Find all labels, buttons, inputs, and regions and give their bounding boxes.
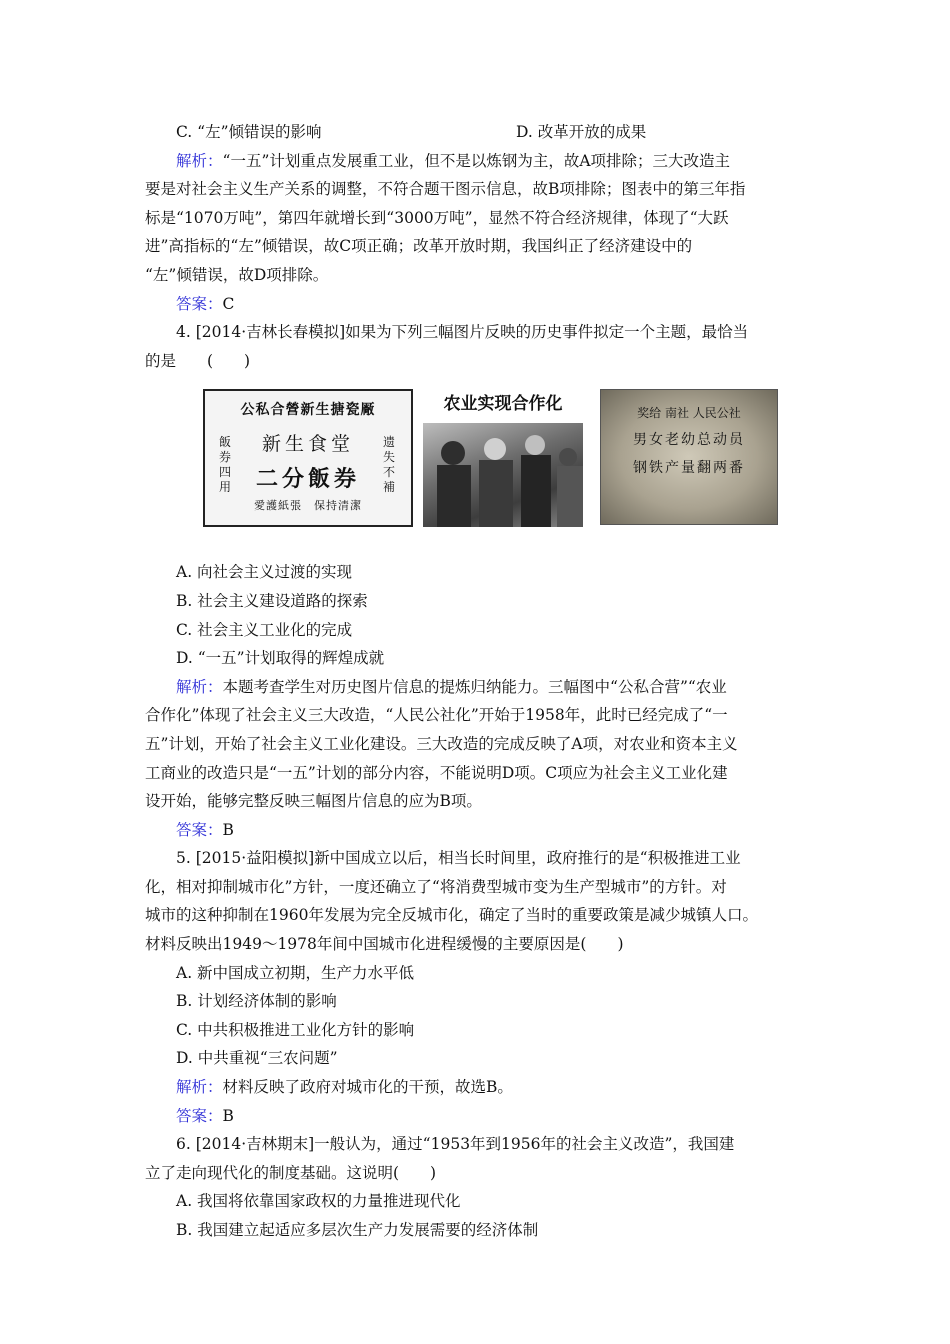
meal-ticket-left-text: 飯券四用 [219,435,232,495]
q3-analysis-line: 标是“1070万吨”，第四年就增长到“3000万吨”，显然不符合经济规律，体现了“大跃 [145,208,729,227]
banner-line-3: 钢铁产量翻两番 [633,460,745,477]
q4-option-d: D. “一五”计划取得的辉煌成就 [176,649,385,668]
banner-line-1: 奖给 南社 人民公社 [637,406,741,421]
q5-stem-line: 5. [2015·益阳模拟]新中国成立以后，相当长时间里，政府推行的是“积极推进工业 [176,849,741,868]
meal-ticket-header: 公私合營新生搪瓷厰 [240,402,376,419]
q3-option-d: D. 改革开放的成果 [516,123,647,141]
cooperative-photo [423,389,583,527]
answer-label: 答案： [176,294,223,313]
crowd-photo [423,423,583,527]
meal-ticket-image [203,389,413,527]
q4-stem-line: 4. [2014·吉林长春模拟]如果为下列三幅图片反映的历史事件拟定一个主题，最恰当 [176,323,749,342]
q3-options-row [145,118,810,147]
document-page [145,118,810,1245]
q4-option-a: A. 向社会主义过渡的实现 [176,563,353,582]
q4-analysis-line: 五”计划，开始了社会主义工业化建设。三大改造的完成反映了A项，对农业和资本主义 [145,734,738,753]
q4-analysis-line: 解析：本题考查学生对历史图片信息的提炼归纳能力。三幅图中“公私合营”“农业 [176,677,727,696]
commune-award-banner [600,389,778,525]
q5-stem-line: 城市的这种抑制在1960年发展为完全反城市化，确定了当时的重要政策是减少城镇人口。 [145,906,758,925]
q3-analysis-line: 解析：“一五”计划重点发展重工业，但不是以炼钢为主，故A项排除；三大改造主 [176,151,731,170]
answer-label: 答案： [176,1106,223,1125]
analysis-label: 解析： [176,151,223,170]
q5-answer: 答案：B [176,1106,234,1125]
q5-option-b: B. 计划经济体制的影响 [176,992,337,1011]
q5-analysis-line: 解析：材料反映了政府对城市化的干预，故选B。 [176,1078,513,1097]
banner-line-2: 男女老幼总动员 [633,432,745,449]
q6-stem-line: 立了走向现代化的制度基础。这说明( ) [145,1163,437,1182]
q4-option-b: B. 社会主义建设道路的探索 [176,591,368,610]
q6-option-b: B. 我国建立起适应多层次生产力发展需要的经济体制 [176,1221,539,1239]
meal-ticket-value: 二分飯券 [255,466,360,493]
analysis-label: 解析： [176,677,223,696]
q4-option-c: C. 社会主义工业化的完成 [176,620,353,639]
q4-analysis-line: 工商业的改造只是“一五”计划的部分内容，不能说明D项。C项应为社会主义工业化建 [145,763,728,782]
meal-ticket-footer: 愛護紙張 保持清潔 [254,499,362,513]
analysis-label: 解析： [176,1078,223,1097]
answer-label: 答案： [176,820,223,839]
q3-analysis-line: “左”倾错误，故D项排除。 [145,265,329,284]
q3-analysis-line: 要是对社会主义生产关系的调整，不符合题干图示信息，故B项排除；图表中的第三年指 [145,180,746,199]
q4-analysis-line: 设开始，能够完整反映三幅图片信息的应为B项。 [145,792,482,811]
q5-stem-line: 材料反映出1949～1978年间中国城市化进程缓慢的主要原因是( ) [145,935,624,954]
q5-option-d: D. 中共重视“三农问题” [176,1049,338,1068]
q3-answer: 答案：C [176,294,235,313]
q3-analysis-line: 进”高指标的“左”倾错误，故C项正确；改革开放时期，我国纠正了经济建设中的 [145,237,693,256]
meal-ticket-canteen: 新生食堂 [261,433,354,456]
q6-option-a: A. 我国将依靠国家政权的力量推进现代化 [176,1192,461,1211]
q5-option-a: A. 新中国成立初期，生产力水平低 [176,963,415,982]
q4-figure [145,389,810,554]
q4-answer: 答案：B [176,820,234,839]
q3-option-c: C. “左”倾错误的影响 [176,123,322,141]
q5-stem-line: 化，相对抑制城市化”方针，一度还确立了“将消费型城市变为生产型城市”的方针。对 [145,877,727,896]
meal-ticket-right-text: 遗失不補 [383,435,396,495]
q4-analysis-line: 合作化”体现了社会主义三大改造，“人民公社化”开始于1958年，此时已经完成了“一 [145,706,728,725]
q6-stem-line: 6. [2014·吉林期末]一般认为，通过“1953年到1956年的社会主义改造”，我国建 [176,1135,735,1154]
q4-stem-line: 的是 ( ) [145,351,251,370]
crowd-silhouettes [423,423,583,527]
q5-option-c: C. 中共积极推进工业化方针的影响 [176,1020,415,1039]
cooperative-photo-title: 农业实现合作化 [443,394,563,415]
